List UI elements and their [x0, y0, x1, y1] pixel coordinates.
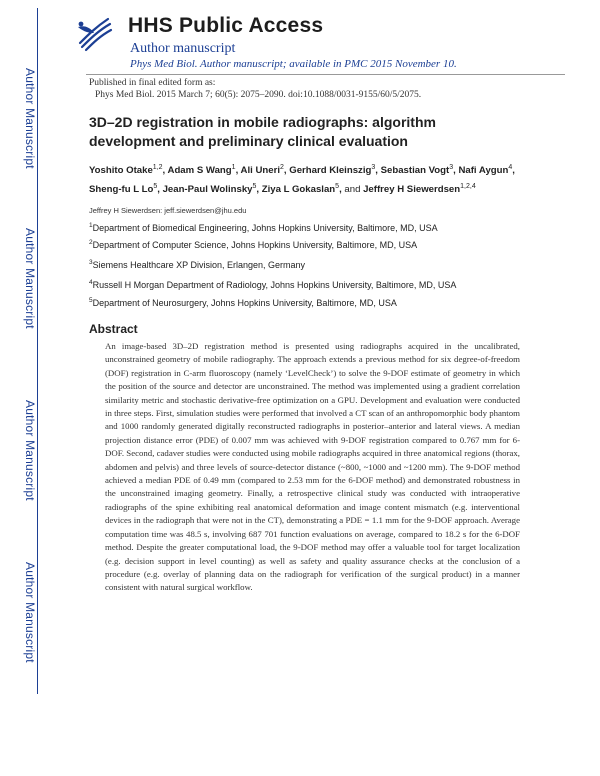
- author-affiliation-number: 5: [252, 183, 257, 191]
- author-manuscript-subtitle: Author manuscript: [130, 41, 236, 56]
- affiliation-text: Department of Computer Science, Johns Hopkins University, Baltimore, MD, USA: [92, 240, 418, 250]
- published-label: Published in final edited form as:: [89, 78, 216, 88]
- margin-label-author-manuscript: Author Manuscript: [23, 399, 37, 501]
- author-name: Sebastian Vogt: [380, 165, 450, 177]
- author-affiliation-number: 3: [449, 164, 454, 171]
- publication-citation: Phys Med Biol. 2015 March 7; 60(5): 2075–2090. doi:10.1088/0031-9155/60/5/2075.: [95, 90, 422, 100]
- author-affiliation-number: 3: [371, 164, 376, 171]
- author-name: Sheng-fu L Lo: [89, 184, 154, 196]
- hhs-eagle-logo-icon: [74, 13, 114, 53]
- author-affiliation-number: 1,2: [152, 164, 163, 171]
- author-name: Yoshito Otake: [89, 165, 153, 177]
- author-affiliation-number: 5: [335, 183, 340, 191]
- author-name: Jean-Paul Wolinsky: [162, 184, 253, 196]
- author-affiliation-number: 4: [508, 164, 513, 171]
- margin-label-author-manuscript: Author Manuscript: [23, 67, 37, 169]
- affiliation-text: Department of Biomedical Engineering, Johns Hopkins University, Baltimore, MD, USA: [92, 223, 438, 233]
- availability-note: [130, 58, 457, 70]
- affiliation-number: 1: [89, 222, 93, 229]
- affiliation-text: Department of Neurosurgery, Johns Hopkins University, Baltimore, MD, USA: [92, 298, 397, 308]
- margin-label-author-manuscript: Author Manuscript: [23, 227, 37, 329]
- header-rule: [86, 74, 565, 75]
- margin-rule: [37, 8, 38, 694]
- author-name: Nafi Aygun: [458, 165, 509, 177]
- author-name: Gerhard Kleinszig: [289, 165, 372, 177]
- abstract-body: An image-based 3D–2D registration method is presented using radiographs acquired in the uncalibrated, unconstrained geometry of mobile radiography. The approach extends a previous method for six degree-of-freedom (DOF) registration in C-arm fluoroscopy (namely ‘LevelCheck’) to solve the 9-DOF estimate of geometry in which the position of the source and detector are unconstrained. The method was implemented using a gradient correlation similarity metric and stochastic derivative-free optimization on a GPU. Development and evaluation were conducted in three steps. First, simulation studies were performed that involved a CT scan of an anthropomorphic body phantom and 1000 randomly generated digitally reconstructed radiographs in posterior–anterior and lateral views. A median projection distance error (PDE) of 0.007 mm was achieved with 9-DOF registration compared to 0.767 mm for 6-DOF. Second, cadaver studies were conducted using mobile radiographs acquired in three anatomical regions (thorax, abdomen and pelvis) and three levels of source-detector distance (~800, ~1000 and ~1200 mm). The 9-DOF method achieved a median PDE of 0.49 mm (compared to 2.53 mm for the 6-DOF method) and demonstrated robustness in the unconstrained imaging geometry. Finally, a retrospective clinical study was conducted with intraoperative radiographs of the spine exhibiting real anatomical deformation and image content mismatch (e.g. interventional devices in the radiograph that were not in the CT), demonstrating a PDE = 1.1 mm for the 9-DOF approach. Average computation time was 48.5 s, involving 687 701 function evaluations on average, compared to 18.2 s for the 6-DOF method. Despite the greater computational load, the 9-DOF method may offer a valuable tool for target localization (e.g. decision support in level counting) as well as safety and quality assurance checks at the conclusion of a procedure (e.g. overlay of planning data on the radiograph for verification of the surgical product) in a manner consistent with natural surgical workflow.: [105, 341, 520, 593]
- affiliation-number: 3: [89, 259, 93, 266]
- corresponding-contact: Jeffrey H Siewerdsen: jeff.siewerdsen@jhu.edu: [89, 206, 247, 215]
- affiliation-3: [89, 259, 529, 270]
- author-name: Ali Uneri: [240, 165, 280, 177]
- margin-label-author-manuscript: Author Manuscript: [23, 561, 37, 663]
- affiliation-number: 2: [89, 239, 93, 246]
- hhs-public-access-title: HHS Public Access: [128, 14, 324, 37]
- author-name: Adam S Wang: [167, 165, 232, 177]
- affiliation-4: [89, 279, 529, 290]
- author-affiliation-number: 2: [280, 164, 284, 171]
- author-joiner: and: [341, 184, 364, 196]
- author-affiliation-number: 1: [231, 164, 236, 171]
- author-name: Jeffrey H Siewerdsen: [363, 184, 461, 196]
- author-affiliation-number: 5: [153, 183, 158, 191]
- availability-text: Phys Med Biol. Author manuscript; available in PMC 2015 November 10.: [130, 58, 457, 70]
- abstract-heading: Abstract: [89, 322, 138, 336]
- affiliation-number: 5: [89, 297, 93, 304]
- author-list: Yoshito Otake$^{1,2}$, Adam S Wang$^1$, Ali Uneri$^2$, Gerhard Kleinszig$^3$, Sebastian Vogt$^3$, Nafi Aygun$^4$, Sheng-fu L Lo$^5$, Jean-Paul Wolinsky$^5$, Ziya L Gokaslan$^5$, and Jeffrey H Siewerdsen$^{1,2,4}$: [89, 164, 515, 196]
- affiliation-number: 4: [89, 279, 93, 286]
- author-affiliation-number: 1,2,4: [460, 183, 476, 191]
- affiliation-1: [89, 222, 529, 233]
- affiliation-text: Siemens Healthcare XP Division, Erlangen, Germany: [92, 260, 306, 270]
- affiliation-2: [89, 239, 529, 250]
- paper-title: 3D–2D registration in mobile radiographs: algorithm development and preliminary clinical evaluation: [89, 114, 436, 149]
- author-name: Ziya L Gokaslan: [261, 184, 336, 196]
- affiliation-5: [89, 297, 529, 308]
- affiliation-text: Russell H Morgan Department of Radiology, Johns Hopkins University, Baltimore, MD, USA: [92, 280, 457, 290]
